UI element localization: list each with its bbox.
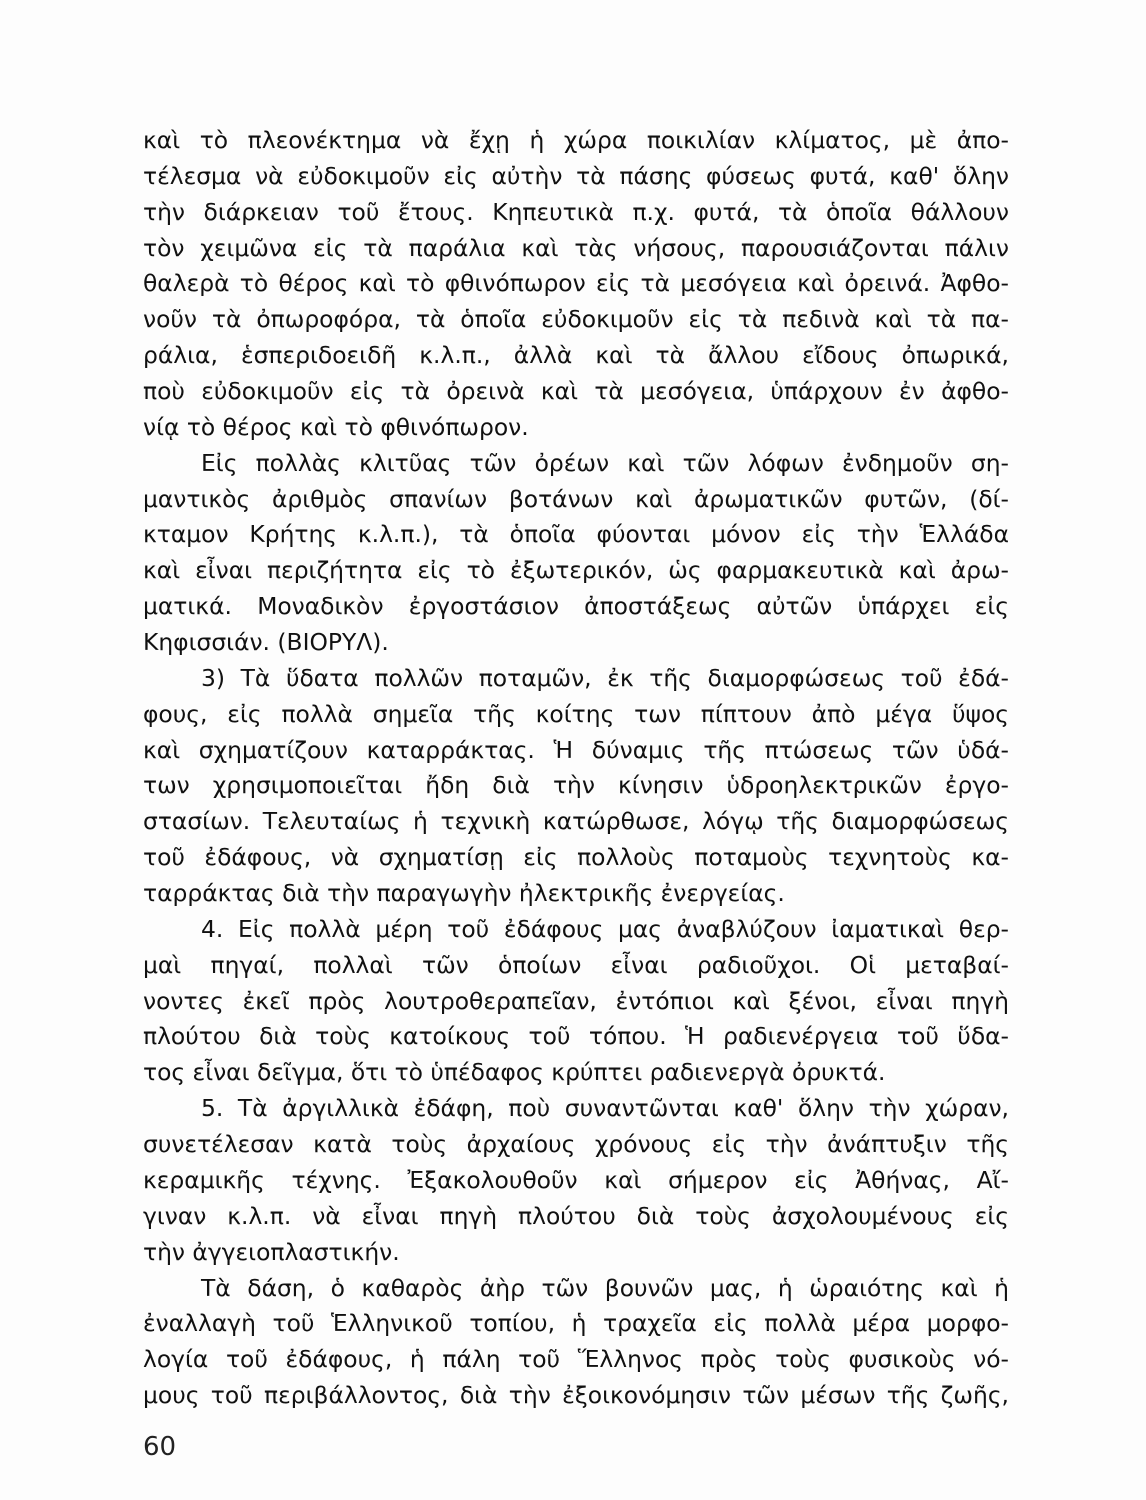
text-line: τέλεσμα νὰ εὐδοκιμοῦν εἰς αὐτὴν τὰ πάσης φύσεως φυτά, καθ' ὅλην [143, 161, 1009, 190]
text-line: πλούτου διὰ τοὺς κατοίκους τοῦ τόπου. Ἡ ραδιενέργεια τοῦ ὕδα- [143, 1022, 1009, 1051]
text-line: φους, εἰς πολλὰ σημεῖα τῆς κοίτης των πίπτουν ἀπὸ μέγα ὕψος [143, 699, 1009, 728]
text-line: μαντικὸς ἀριθμὸς σπανίων βοτάνων καὶ ἀρωματικῶν φυτῶν, (δί- [143, 484, 1009, 513]
text-line: ἐναλλαγὴ τοῦ Ἑλληνικοῦ τοπίου, ἡ τραχεῖα εἰς πολλὰ μέρα μορφο- [143, 1309, 1009, 1338]
paragraph-start: Τὰ δάση, ὁ καθαρὸς ἀὴρ τῶν βουνῶν μας, ἡ ὡραιότης καὶ ἡ [201, 1273, 1009, 1302]
text-line: γιναν κ.λ.π. νὰ εἶναι πηγὴ πλούτου διὰ τοὺς ἀσχολουμένους εἰς [143, 1201, 1009, 1230]
text-line: νοντες ἐκεῖ πρὸς λουτροθεραπεῖαν, ἐντόπιοι καὶ ξένοι, εἶναι πηγὴ [143, 986, 1009, 1015]
text-line: νίᾳ τὸ θέρος καὶ τὸ φθινόπωρον. [143, 412, 529, 441]
text-line: κταμον Κρήτης κ.λ.π.), τὰ ὁποῖα φύονται μόνον εἰς τὴν Ἑλλάδα [143, 520, 1009, 549]
text-line: τὴν διάρκειαν τοῦ ἔτους. Κηπευτικὰ π.χ. φυτά, τὰ ὁποῖα θάλλουν [143, 197, 1009, 226]
text-line: των χρησιμοποιεῖται ἤδη διὰ τὴν κίνησιν ὑδροηλεκτρικῶν ἐργο- [143, 771, 1009, 800]
text-line: τὸν χειμῶνα εἰς τὰ παράλια καὶ τὰς νήσους, παρουσιάζονται πάλιν [143, 233, 1009, 262]
text-line: ματικά. Μοναδικὸν ἐργοστάσιον ἀποστάξεως αὐτῶν ὑπάρχει εἰς [143, 592, 1009, 621]
text-line: μους τοῦ περιβάλλοντος, διὰ τὴν ἐξοικονόμησιν τῶν μέσων τῆς ζωῆς, [143, 1381, 1009, 1410]
text-line: Κηφισσιάν. (ΒΙΟΡΥΛ). [143, 628, 389, 657]
text-line: στασίων. Τελευταίως ἡ τεχνικὴ κατώρθωσε, λόγῳ τῆς διαμορφώσεως [143, 807, 1009, 836]
paragraph-start: 4. Εἰς πολλὰ μέρη τοῦ ἐδάφους μας ἀναβλύζουν ἰαματικαὶ θερ- [201, 914, 1009, 943]
paragraph-start: 3) Τὰ ὕδατα πολλῶν ποταμῶν, ἐκ τῆς διαμορφώσεως τοῦ ἐδά- [201, 663, 1009, 692]
text-line: τοῦ ἐδάφους, νὰ σχηματίσῃ εἰς πολλοὺς ποταμοὺς τεχνητοὺς κα- [143, 843, 1009, 872]
text-line: ποὺ εὐδοκιμοῦν εἰς τὰ ὀρεινὰ καὶ τὰ μεσόγεια, ὑπάρχουν ἐν ἀφθο- [143, 377, 1009, 406]
body-text [143, 123, 1009, 1414]
text-line: ταρράκτας διὰ τὴν παραγωγὴν ἠλεκτρικῆς ἐνεργείας. [143, 879, 785, 908]
text-line: ράλια, ἑσπεριδοειδῆ κ.λ.π., ἀλλὰ καὶ τὰ ἄλλου εἴδους ὀπωρικά, [143, 341, 1009, 370]
text-line: τος εἶναι δεῖγμα, ὅτι τὸ ὑπέδαφος κρύπτει ραδιενεργὰ ὀρυκτά. [143, 1058, 886, 1087]
text-line: κεραμικῆς τέχνης. Ἐξακολουθοῦν καὶ σήμερον εἰς Ἀθήνας, Αἴ- [143, 1165, 1009, 1194]
text-line: καὶ εἶναι περιζήτητα εἰς τὸ ἐξωτερικόν, ὡς φαρμακευτικὰ καὶ ἀρω- [143, 556, 1009, 585]
paragraph-start: 5. Τὰ ἀργιλλικὰ ἐδάφη, ποὺ συναντῶνται καθ' ὅλην τὴν χώραν, [201, 1094, 1009, 1123]
text-line: τὴν ἀγγειοπλαστικήν. [143, 1237, 400, 1266]
text-line: θαλερὰ τὸ θέρος καὶ τὸ φθινόπωρον εἰς τὰ μεσόγεια καὶ ὀρεινά. Ἀφθο- [143, 269, 1009, 298]
text-line: νοῦν τὰ ὀπωροφόρα, τὰ ὁποῖα εὐδοκιμοῦν εἰς τὰ πεδινὰ καὶ τὰ πα- [143, 305, 1009, 334]
paragraph-start: Εἰς πολλὰς κλιτῦας τῶν ὀρέων καὶ τῶν λόφων ἐνδημοῦν ση- [201, 448, 1009, 477]
text-line: μαὶ πηγαί, πολλαὶ τῶν ὁποίων εἶναι ραδιοῦχοι. Οἱ μεταβαί- [143, 950, 1009, 979]
text-line: συνετέλεσαν κατὰ τοὺς ἀρχαίους χρόνους εἰς τὴν ἀνάπτυξιν τῆς [143, 1130, 1009, 1159]
text-line: λογία τοῦ ἐδάφους, ἡ πάλη τοῦ Ἕλληνος πρὸς τοὺς φυσικοὺς νό- [143, 1345, 1009, 1374]
text-line: καὶ σχηματίζουν καταρράκτας. Ἡ δύναμις τῆς πτώσεως τῶν ὑδά- [143, 735, 1009, 764]
page-number: 60 [143, 1432, 177, 1462]
text-line: καὶ τὸ πλεονέκτημα νὰ ἔχῃ ἡ χώρα ποικιλίαν κλίματος, μὲ ἀπο- [143, 126, 1009, 154]
